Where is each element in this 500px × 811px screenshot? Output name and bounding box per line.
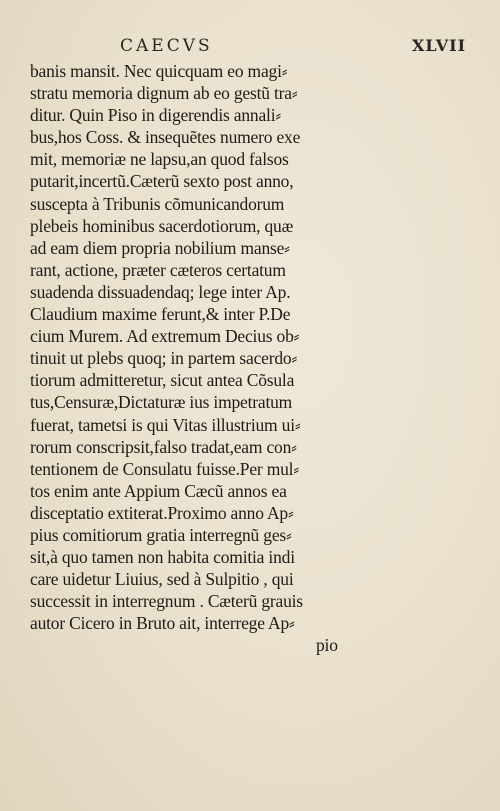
text-line: suscepta à Tribunis cõmunicandorum <box>30 193 285 214</box>
text-line: tiorum admitteretur, sicut antea Cõsula <box>30 370 295 391</box>
text-line: suadenda dissuadendaq; lege inter Ap. <box>30 281 291 302</box>
text-line: sit,à quo tamen non habita comitia indi <box>30 547 295 568</box>
catchword: pio <box>316 635 338 656</box>
text-line: pius comitiorum gratia interregnũ ges⸗ <box>30 524 292 545</box>
text-line: banis mansit. Nec quicquam eo magi⸗ <box>30 61 288 81</box>
folio-number: XLVII <box>412 36 467 55</box>
text-line: tus,Censuræ,Dictaturæ ius impetratum <box>30 392 293 413</box>
text-line: tos enim ante Appium Cæcũ annos ea <box>30 480 287 501</box>
text-line: cium Murem. Ad extremum Decius ob⸗ <box>30 326 300 347</box>
text-line: tinuit ut plebs quoq; in partem sacerdo⸗ <box>30 348 298 369</box>
text-line: ad eam diem propria nobilium manse⸗ <box>30 237 290 258</box>
text-line: ditur. Quin Piso in digerendis annali⸗ <box>30 105 281 126</box>
text-line: plebeis hominibus sacerdotiorum, quæ <box>30 215 294 236</box>
body-text <box>30 60 370 657</box>
page-header <box>0 36 500 58</box>
text-line: bus,hos Coss. & insequẽtes numero exe <box>30 127 301 148</box>
text-line: autor Cicero in Bruto ait, interrege Ap⸗ <box>30 613 295 634</box>
text-line: tentionem de Consulatu fuisse.Per mul⸗ <box>30 458 299 479</box>
text-line: Claudium maxime ferunt,& inter P.De <box>30 304 291 325</box>
text-line: rorum conscripsit,falso tradat,eam con⸗ <box>30 436 297 457</box>
text-line: fuerat, tametsi is qui Vitas illustrium ui⸗ <box>30 414 301 435</box>
text-line: putarit,incertũ.Cæterũ sexto post anno, <box>30 171 294 192</box>
text-line: mit, memoriæ ne lapsu,an quod falsos <box>30 149 289 170</box>
text-line: stratu memoria dignum ab eo gestũ tra⸗ <box>30 83 298 104</box>
running-head: CAECVS <box>120 36 213 56</box>
text-line: care uidetur Liuius, sed à Sulpitio , qui <box>30 569 294 590</box>
text-line: successit in interregnum . Cæterũ grauis <box>30 591 303 612</box>
text-line: disceptatio extiterat.Proximo anno Ap⸗ <box>30 502 294 523</box>
text-line: rant, actione, præter cæteros certatum <box>30 259 286 280</box>
